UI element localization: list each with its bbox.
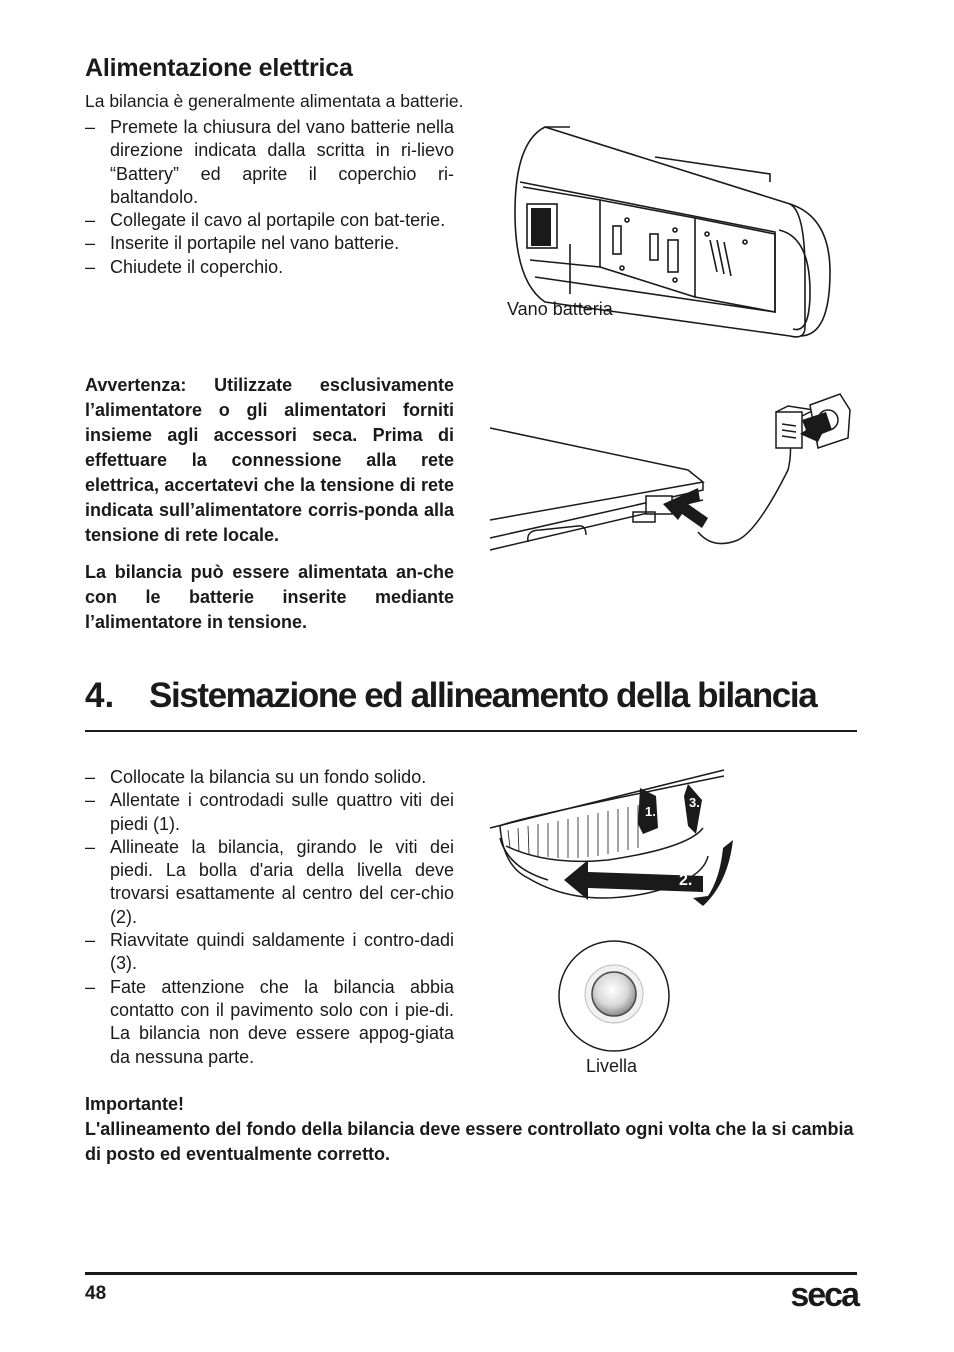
chapter-title: Sistemazione ed allineamento della bilancia [149, 676, 817, 715]
list-item: – Fate attenzione che la bilancia abbia contatto con il pavimento solo con i pie-di. La bilancia non deve essere appog-giata da nessuna parte. [85, 976, 454, 1069]
power-steps-list [85, 116, 454, 279]
list-item: – Premete la chiusura del vano batterie nella direzione indicata dalla scritta in ri-lievo “Battery” ed aprite il coperchio ri-baltandolo. [85, 116, 454, 209]
note-paragraph: La bilancia può essere alimentata an-che con le batterie inserite mediante l’alimentatore in tensione. [85, 562, 454, 632]
section-title-power: Alimentazione elettrica [85, 54, 353, 82]
power-adapter-illustration [488, 390, 858, 560]
chapter-heading [85, 676, 857, 732]
foot-adjustment-illustration [488, 768, 738, 918]
alignment-steps-list [85, 766, 454, 1069]
battery-caption: Vano batteria [507, 299, 613, 319]
footer-rule [85, 1272, 857, 1275]
important-text: L'allineamento del fondo della bilancia deve essere controllato ogni volta che la si cambia di posto ed eventualmente corretto. [85, 1119, 854, 1164]
list-item: – Riavvitate quindi saldamente i contro-dadi (3). [85, 929, 454, 976]
foot-label-2: 2. [679, 872, 693, 889]
foot-label-3: 3. [689, 795, 700, 810]
list-item: – Collocate la bilancia su un fondo solido. [85, 766, 454, 789]
list-item: – Allineate la bilancia, girando le viti dei piedi. La bolla d'aria della livella deve trovarsi esattamente al centro del cer-chio (2). [85, 836, 454, 929]
important-note [85, 1092, 860, 1167]
list-item: – Chiudete il coperchio. [85, 256, 454, 279]
warning-paragraph: Avvertenza: Utilizzate esclusivamente l’alimentatore o gli alimentatori forniti insieme agli accessori seca. Prima di effettuare la connessione alla rete elettrica, accertatevi che la tensione di rete indicata sull’alimentatore corris-ponda alla tensione di rete locale. [85, 375, 454, 545]
list-item: – Inserite il portapile nel vano batterie. [85, 232, 454, 255]
level-caption: Livella [586, 1056, 638, 1076]
power-intro: La bilancia è generalmente alimentata a batterie. [85, 91, 464, 111]
page-number: 48 [85, 1283, 107, 1304]
chapter-number: 4. [85, 676, 115, 715]
important-heading: Importante! [85, 1094, 184, 1114]
list-item: – Collegate il cavo al portapile con bat-terie. [85, 209, 454, 232]
list-item: – Allentate i controdadi sulle quattro viti dei piedi (1). [85, 789, 454, 836]
foot-label-1: 1. [645, 804, 656, 819]
spirit-level-illustration [556, 940, 672, 1056]
seca-logo: seca [790, 1276, 858, 1314]
